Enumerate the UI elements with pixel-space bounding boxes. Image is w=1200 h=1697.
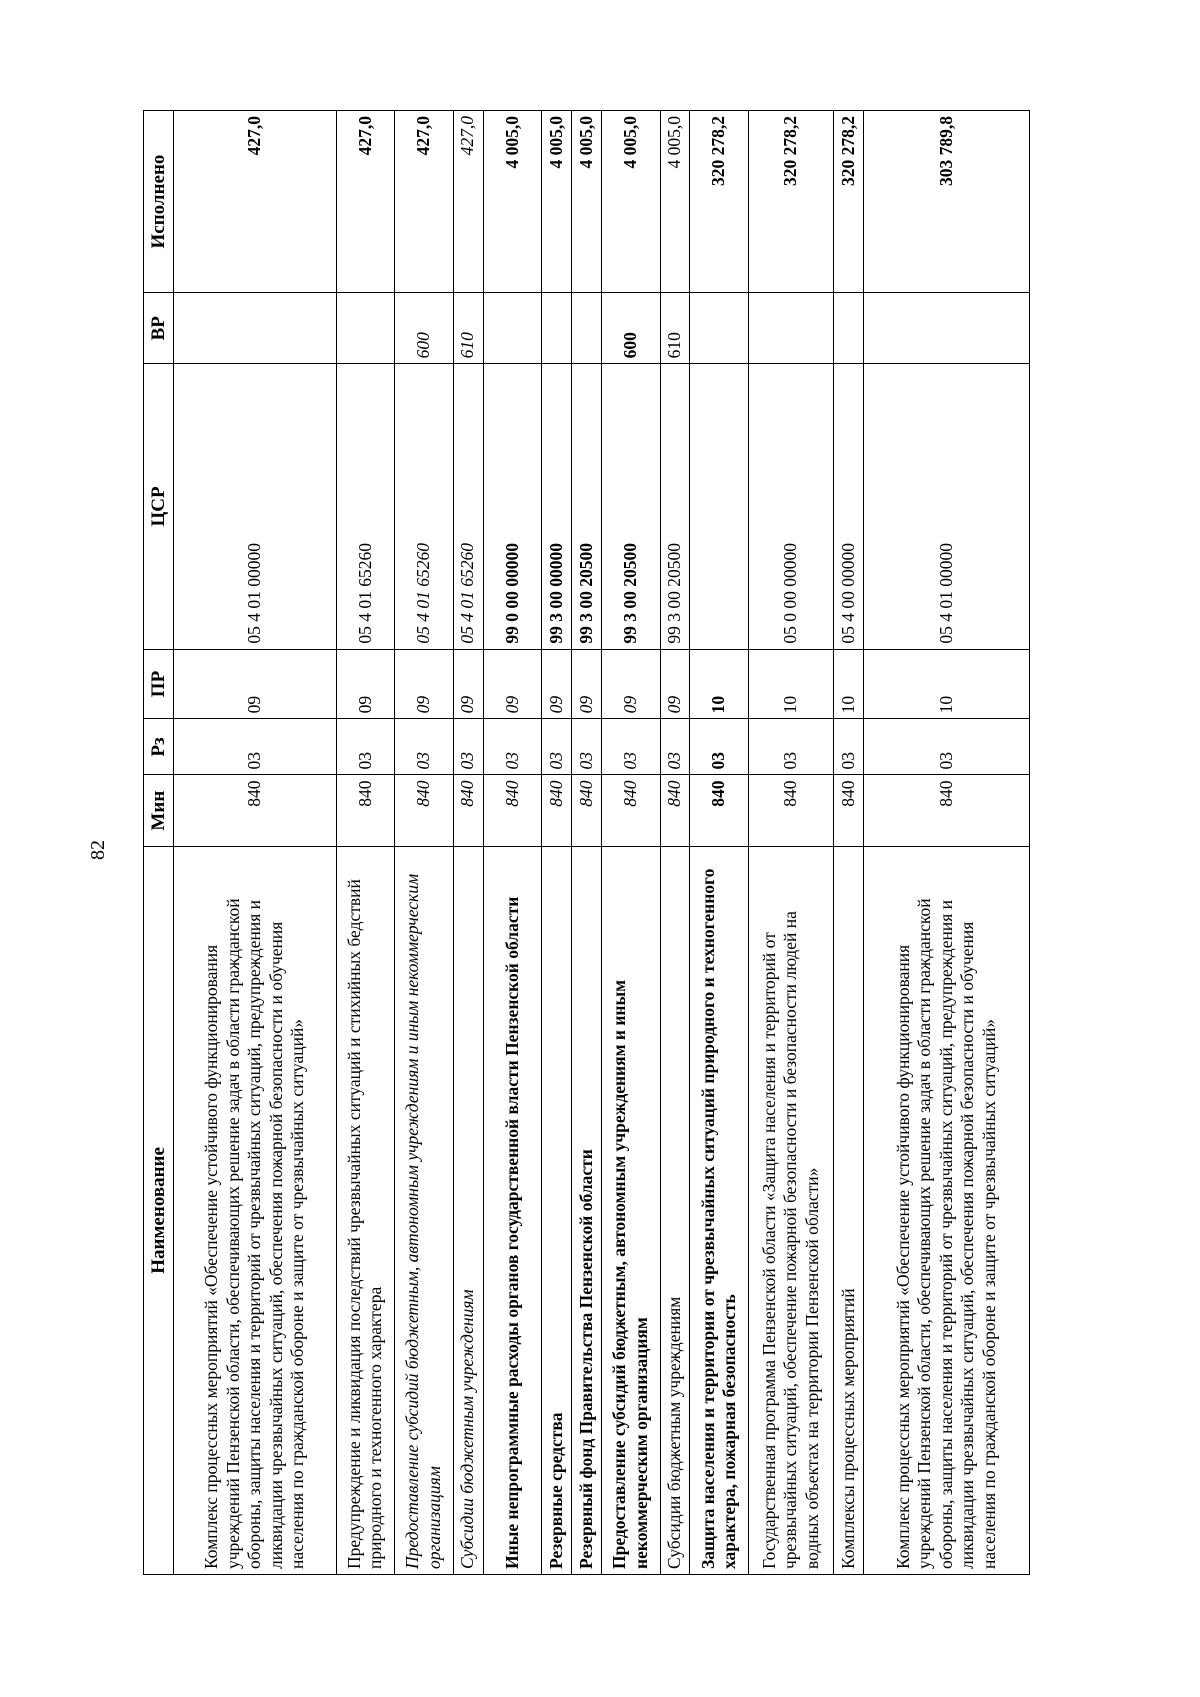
row-min: 840: [690, 775, 749, 846]
row-min: 840: [483, 775, 542, 846]
row-vr: 600: [601, 293, 660, 364]
row-name: Субсидии бюджетным учреждениям: [660, 846, 690, 1574]
row-name: Резервный фонд Правительства Пензенской области: [572, 846, 602, 1574]
row-csr: 99 3 00 20500: [660, 364, 690, 649]
row-csr: 05 4 01 00000: [174, 364, 337, 649]
row-executed: 320 278,2: [834, 111, 864, 293]
row-executed: 4 005,0: [483, 111, 542, 293]
row-min: 840: [542, 775, 572, 846]
row-rz: 03: [749, 719, 834, 775]
table-row: [174, 111, 337, 1575]
row-executed: 4 005,0: [660, 111, 690, 293]
row-executed: 427,0: [336, 111, 395, 293]
row-name: Комплекс процессных мероприятий «Обеспечение устойчивого функционирования учреждений Пензенской области, обеспечивающих решение задач в области гражданской обороны, защиты населения и территорий от чрезвычайных ситуаций, предупреждения и ликвидации чрезвычайных ситуаций, обеспечения пожарной безопасности и обучения населения по гражданской обороне и защите от чрезвычайных ситуаций»: [864, 846, 1030, 1574]
row-vr: 610: [660, 293, 690, 364]
table-header-row: [144, 111, 174, 1575]
table-row: [572, 111, 602, 1575]
row-name: Иные непрограммные расходы органов государственной власти Пензенской области: [483, 846, 542, 1574]
table-row: [660, 111, 690, 1575]
row-executed: 427,0: [453, 111, 483, 293]
row-vr: 610: [453, 293, 483, 364]
row-name: Предоставление субсидий бюджетным, автономным учреждениям и иным некоммерческим организациям: [601, 846, 660, 1574]
row-vr: [690, 293, 749, 364]
row-min: 840: [660, 775, 690, 846]
row-executed: 427,0: [174, 111, 337, 293]
header-executed: Исполнено: [144, 111, 174, 293]
row-rz: 03: [601, 719, 660, 775]
row-rz: 03: [395, 719, 454, 775]
row-rz: 03: [542, 719, 572, 775]
row-rz: 03: [660, 719, 690, 775]
row-rz: 03: [453, 719, 483, 775]
table-row: [601, 111, 660, 1575]
row-pr: 10: [834, 649, 864, 719]
row-name: Защита населения и территории от чрезвычайных ситуаций природного и техногенного характера, пожарная безопасность: [690, 846, 749, 1574]
row-rz: 03: [690, 719, 749, 775]
row-executed: 320 278,2: [690, 111, 749, 293]
row-csr: 05 4 01 65260: [453, 364, 483, 649]
row-pr: 09: [572, 649, 602, 719]
header-min: Мин: [144, 775, 174, 846]
row-vr: 600: [395, 293, 454, 364]
row-min: 840: [864, 775, 1030, 846]
row-pr: 09: [601, 649, 660, 719]
row-csr: 05 4 00 00000: [834, 364, 864, 649]
row-rz: 03: [174, 719, 337, 775]
row-rz: 03: [864, 719, 1030, 775]
row-pr: 09: [395, 649, 454, 719]
row-executed: 320 278,2: [749, 111, 834, 293]
row-csr: 99 3 00 20500: [601, 364, 660, 649]
row-vr: [336, 293, 395, 364]
row-min: 840: [749, 775, 834, 846]
row-pr: 09: [453, 649, 483, 719]
table-row: [749, 111, 834, 1575]
row-vr: [749, 293, 834, 364]
row-csr: 05 0 00 00000: [749, 364, 834, 649]
header-csr: ЦСР: [144, 364, 174, 649]
header-rz: Рз: [144, 719, 174, 775]
row-name: Государственная программа Пензенской области «Защита населения и территорий от чрезвычайных ситуаций, обеспечение пожарной безопасности и безопасности людей на водных объектах на территории Пензенской области»: [749, 846, 834, 1574]
table-row: [395, 111, 454, 1575]
row-pr: 09: [483, 649, 542, 719]
row-pr: 10: [690, 649, 749, 719]
budget-execution-table: [143, 110, 1030, 1575]
table-row: [834, 111, 864, 1575]
row-rz: 03: [572, 719, 602, 775]
row-rz: 03: [834, 719, 864, 775]
page-number: 82: [87, 840, 109, 860]
row-name: Резервные средства: [542, 846, 572, 1574]
row-name: Комплекс процессных мероприятий «Обеспечение устойчивого функционирования учреждений Пензенской области, обеспечивающих решение задач в области гражданской обороны, защиты населения и территорий от чрезвычайных ситуаций, предупреждения и ликвидации чрезвычайных ситуаций, обеспечения пожарной безопасности и обучения населения по гражданской обороне и защите от чрезвычайных ситуаций»: [174, 846, 337, 1574]
row-pr: 09: [542, 649, 572, 719]
row-name: Комплексы процессных мероприятий: [834, 846, 864, 1574]
row-name: Предоставление субсидий бюджетным, автономным учреждениям и иным некоммерческим организациям: [395, 846, 454, 1574]
row-executed: 427,0: [395, 111, 454, 293]
row-vr: [174, 293, 337, 364]
row-vr: [864, 293, 1030, 364]
row-csr: 99 3 00 20500: [572, 364, 602, 649]
table-row: [453, 111, 483, 1575]
row-executed: 4 005,0: [542, 111, 572, 293]
row-min: 840: [336, 775, 395, 846]
table-row: [690, 111, 749, 1575]
row-min: 840: [174, 775, 337, 846]
header-name: Наименование: [144, 846, 174, 1574]
row-csr: [690, 364, 749, 649]
row-min: 840: [601, 775, 660, 846]
row-csr: 05 4 01 65260: [395, 364, 454, 649]
table-row: [864, 111, 1030, 1575]
rotated-page-content: [143, 110, 1030, 1575]
table-row: [483, 111, 542, 1575]
row-vr: [834, 293, 864, 364]
row-name: Предупреждение и ликвидация последствий чрезвычайных ситуаций и стихийных бедствий природного и техногенного характера: [336, 846, 395, 1574]
row-pr: 09: [660, 649, 690, 719]
row-pr: 09: [336, 649, 395, 719]
row-min: 840: [395, 775, 454, 846]
row-pr: 10: [864, 649, 1030, 719]
row-min: 840: [834, 775, 864, 846]
table-row: [542, 111, 572, 1575]
row-executed: 303 789,8: [864, 111, 1030, 293]
row-min: 840: [572, 775, 602, 846]
header-pr: ПР: [144, 649, 174, 719]
row-name: Субсидии бюджетным учреждениям: [453, 846, 483, 1574]
row-rz: 03: [336, 719, 395, 775]
row-csr: 05 4 01 65260: [336, 364, 395, 649]
header-vr: ВР: [144, 293, 174, 364]
row-csr: 99 0 00 00000: [483, 364, 542, 649]
table-row: [336, 111, 395, 1575]
row-min: 840: [453, 775, 483, 846]
row-csr: 05 4 01 00000: [864, 364, 1030, 649]
row-pr: 09: [174, 649, 337, 719]
row-vr: [572, 293, 602, 364]
row-csr: 99 3 00 00000: [542, 364, 572, 649]
row-rz: 03: [483, 719, 542, 775]
row-executed: 4 005,0: [601, 111, 660, 293]
row-vr: [483, 293, 542, 364]
row-executed: 4 005,0: [572, 111, 602, 293]
row-vr: [542, 293, 572, 364]
row-pr: 10: [749, 649, 834, 719]
